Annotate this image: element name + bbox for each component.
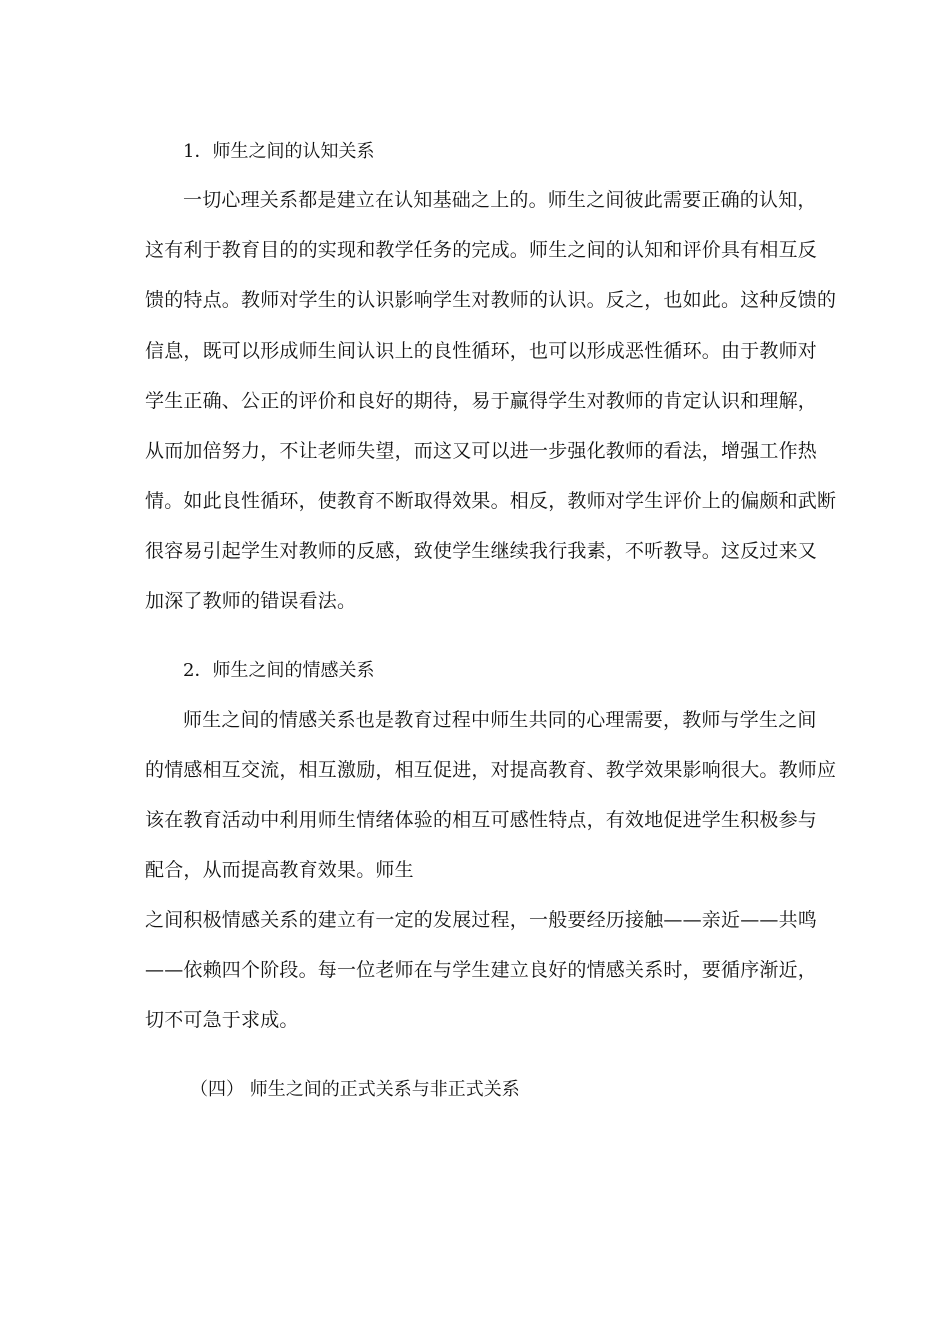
paragraph-line: 加深了教师的错误看法。 — [145, 590, 357, 612]
paragraph-line: 一切心理关系都是建立在认知基础之上的。师生之间彼此需要正确的认知， — [183, 189, 817, 211]
paragraph-line: 馈的特点。教师对学生的认识影响学生对教师的认识。反之，也如此。这种反馈的 — [145, 289, 837, 311]
paragraph-line: ——依赖四个阶段。每一位老师在与学生建立良好的情感关系时，要循序渐近， — [145, 959, 818, 981]
paragraph-line: 信息，既可以形成师生间认识上的良性循环，也可以形成恶性循环。由于教师对 — [145, 340, 818, 362]
section-heading-cognitive: 1．师生之间的认知关系 — [183, 141, 375, 162]
paragraph-line: 很容易引起学生对教师的反感，致使学生继续我行我素，不听教导。这反过来又 — [145, 540, 818, 562]
paragraph-line: 切不可急于求成。 — [145, 1009, 299, 1031]
paragraph-line: 配合，从而提高教育效果。师生 — [145, 859, 414, 881]
paragraph-line: 学生正确、公正的评价和良好的期待，易于赢得学生对教师的肯定认识和理解， — [145, 390, 818, 412]
paragraph-line: 的情感相互交流，相互激励，相互促进，对提高教育、教学效果影响很大。教师应 — [145, 759, 837, 781]
paragraph-line: 这有利于教育目的的实现和教学任务的完成。师生之间的认知和评价具有相互反 — [145, 239, 818, 261]
paragraph-line: 情。如此良性循环，使教育不断取得效果。相反，教师对学生评价上的偏颇和武断 — [145, 490, 837, 512]
section-heading-emotional: 2．师生之间的情感关系 — [183, 660, 375, 681]
paragraph-line: 之间积极情感关系的建立有一定的发展过程，一般要经历接触——亲近——共鸣 — [145, 909, 818, 931]
section-heading-formal-informal: （四） 师生之间的正式关系与非正式关系 — [190, 1079, 520, 1100]
paragraph-line: 该在教育活动中利用师生情绪体验的相互可感性特点，有效地促进学生积极参与 — [145, 809, 818, 831]
paragraph-line: 从而加倍努力，不让老师失望，而这又可以进一步强化教师的看法，增强工作热 — [145, 440, 818, 462]
paragraph-line: 师生之间的情感关系也是教育过程中师生共同的心理需要，教师与学生之间 — [183, 709, 817, 731]
